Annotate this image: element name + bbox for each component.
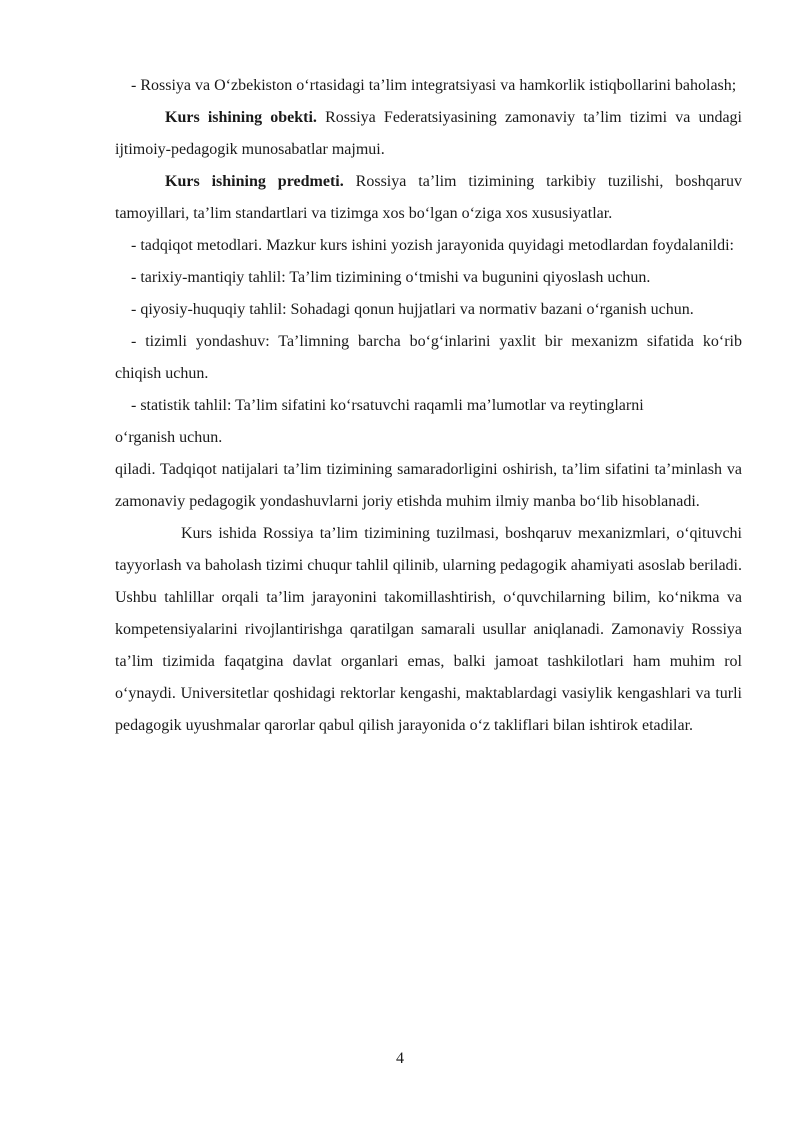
- statistical-analysis-end: o‘rganish uchun.: [115, 429, 223, 446]
- paragraph-research-methods: - tadqiqot metodlari. Mazkur kurs ishini yozish jarayonida quyidagi metodlardan foydalanildi:: [131, 237, 734, 254]
- course-object-text: Rossiya Federatsiyasining zamonaviy ta’lim tizimi va undagi ijtimoiy-pedagogik munosabatlar majmui.: [115, 109, 743, 158]
- paragraph-systemic-approach: - tizimli yondashuv: Ta’limning barcha bo‘g‘inlarini yaxlit bir mexanizm sifatida ko‘rib chiqish uchun.: [115, 333, 742, 382]
- page-number: 4: [396, 1050, 404, 1067]
- course-subject-label: Kurs ishining predmeti.: [165, 173, 344, 190]
- paragraph-course-summary: Kurs ishida Rossiya ta’lim tizimining tuzilmasi, boshqaruv mexanizmlari, o‘qituvchi tayyorlash va baholash tizimi chuqur tahlil qilinib, ularning pedagogik ahamiyati asoslab beriladi. Ushbu tahlillar orqali ta’lim jarayonini takomillashtirish, o‘quvchilarning bilim, ko‘nikma va kompetensiyalarini rivojlantirishga qaratilgan samarali usullar aniqlanadi. Zamonaviy Rossiya ta’lim tizimida faqatgina davlat organlari emas, balki jamoat tashkilotlari ham muhim rol o‘ynaydi. Universitetlar qoshidagi rektorlar kengashi, maktablardagi vasiylik kengashlari va turli pedagogik uyushmalar qarorlar qabul qilish jarayonida o‘z takliflari bilan ishtirok etadilar.: [115, 525, 742, 734]
- paragraph-historical-analysis: - tarixiy-mantiqiy tahlil: Ta’lim tizimining o‘tmishi va bugunini qiyoslash uchun.: [131, 269, 651, 286]
- paragraph-course-object: [115, 102, 742, 166]
- paragraph-statistical-analysis: - statistik tahlil: Ta’lim sifatini ko‘rsatuvchi raqamli ma’lumotlar va reytinglarni: [131, 397, 644, 414]
- paragraph-course-subject: [115, 166, 742, 230]
- paragraph-practical-value: qiladi. Tadqiqot natijalari ta’lim tizimining samaradorligini oshirish, ta’lim sifatini ta’minlash va zamonaviy pedagogik yondashuvlarni joriy etishda muhim ilmiy manba bo‘lib hisoblanadi.: [115, 461, 742, 510]
- overlapping-text-line: [115, 422, 742, 454]
- course-subject-text: Rossiya ta’lim tizimining tarkibiy tuzilishi, boshqaruv tamoyillari, ta’lim standartlari va tizimga xos bo‘lgan o‘ziga xos xususiyatlar.: [115, 173, 743, 222]
- course-object-label: Kurs ishining obekti.: [165, 109, 317, 126]
- paragraph-integration-goal: - Rossiya va O‘zbekiston o‘rtasidagi ta’lim integratsiyasi va hamkorlik istiqbollarini baholash;: [131, 77, 737, 94]
- page-body: [115, 70, 742, 742]
- paragraph-legal-analysis: - qiyosiy-huquqiy tahlil: Sohadagi qonun hujjatlari va normativ bazani o‘rganish uchun.: [131, 301, 694, 318]
